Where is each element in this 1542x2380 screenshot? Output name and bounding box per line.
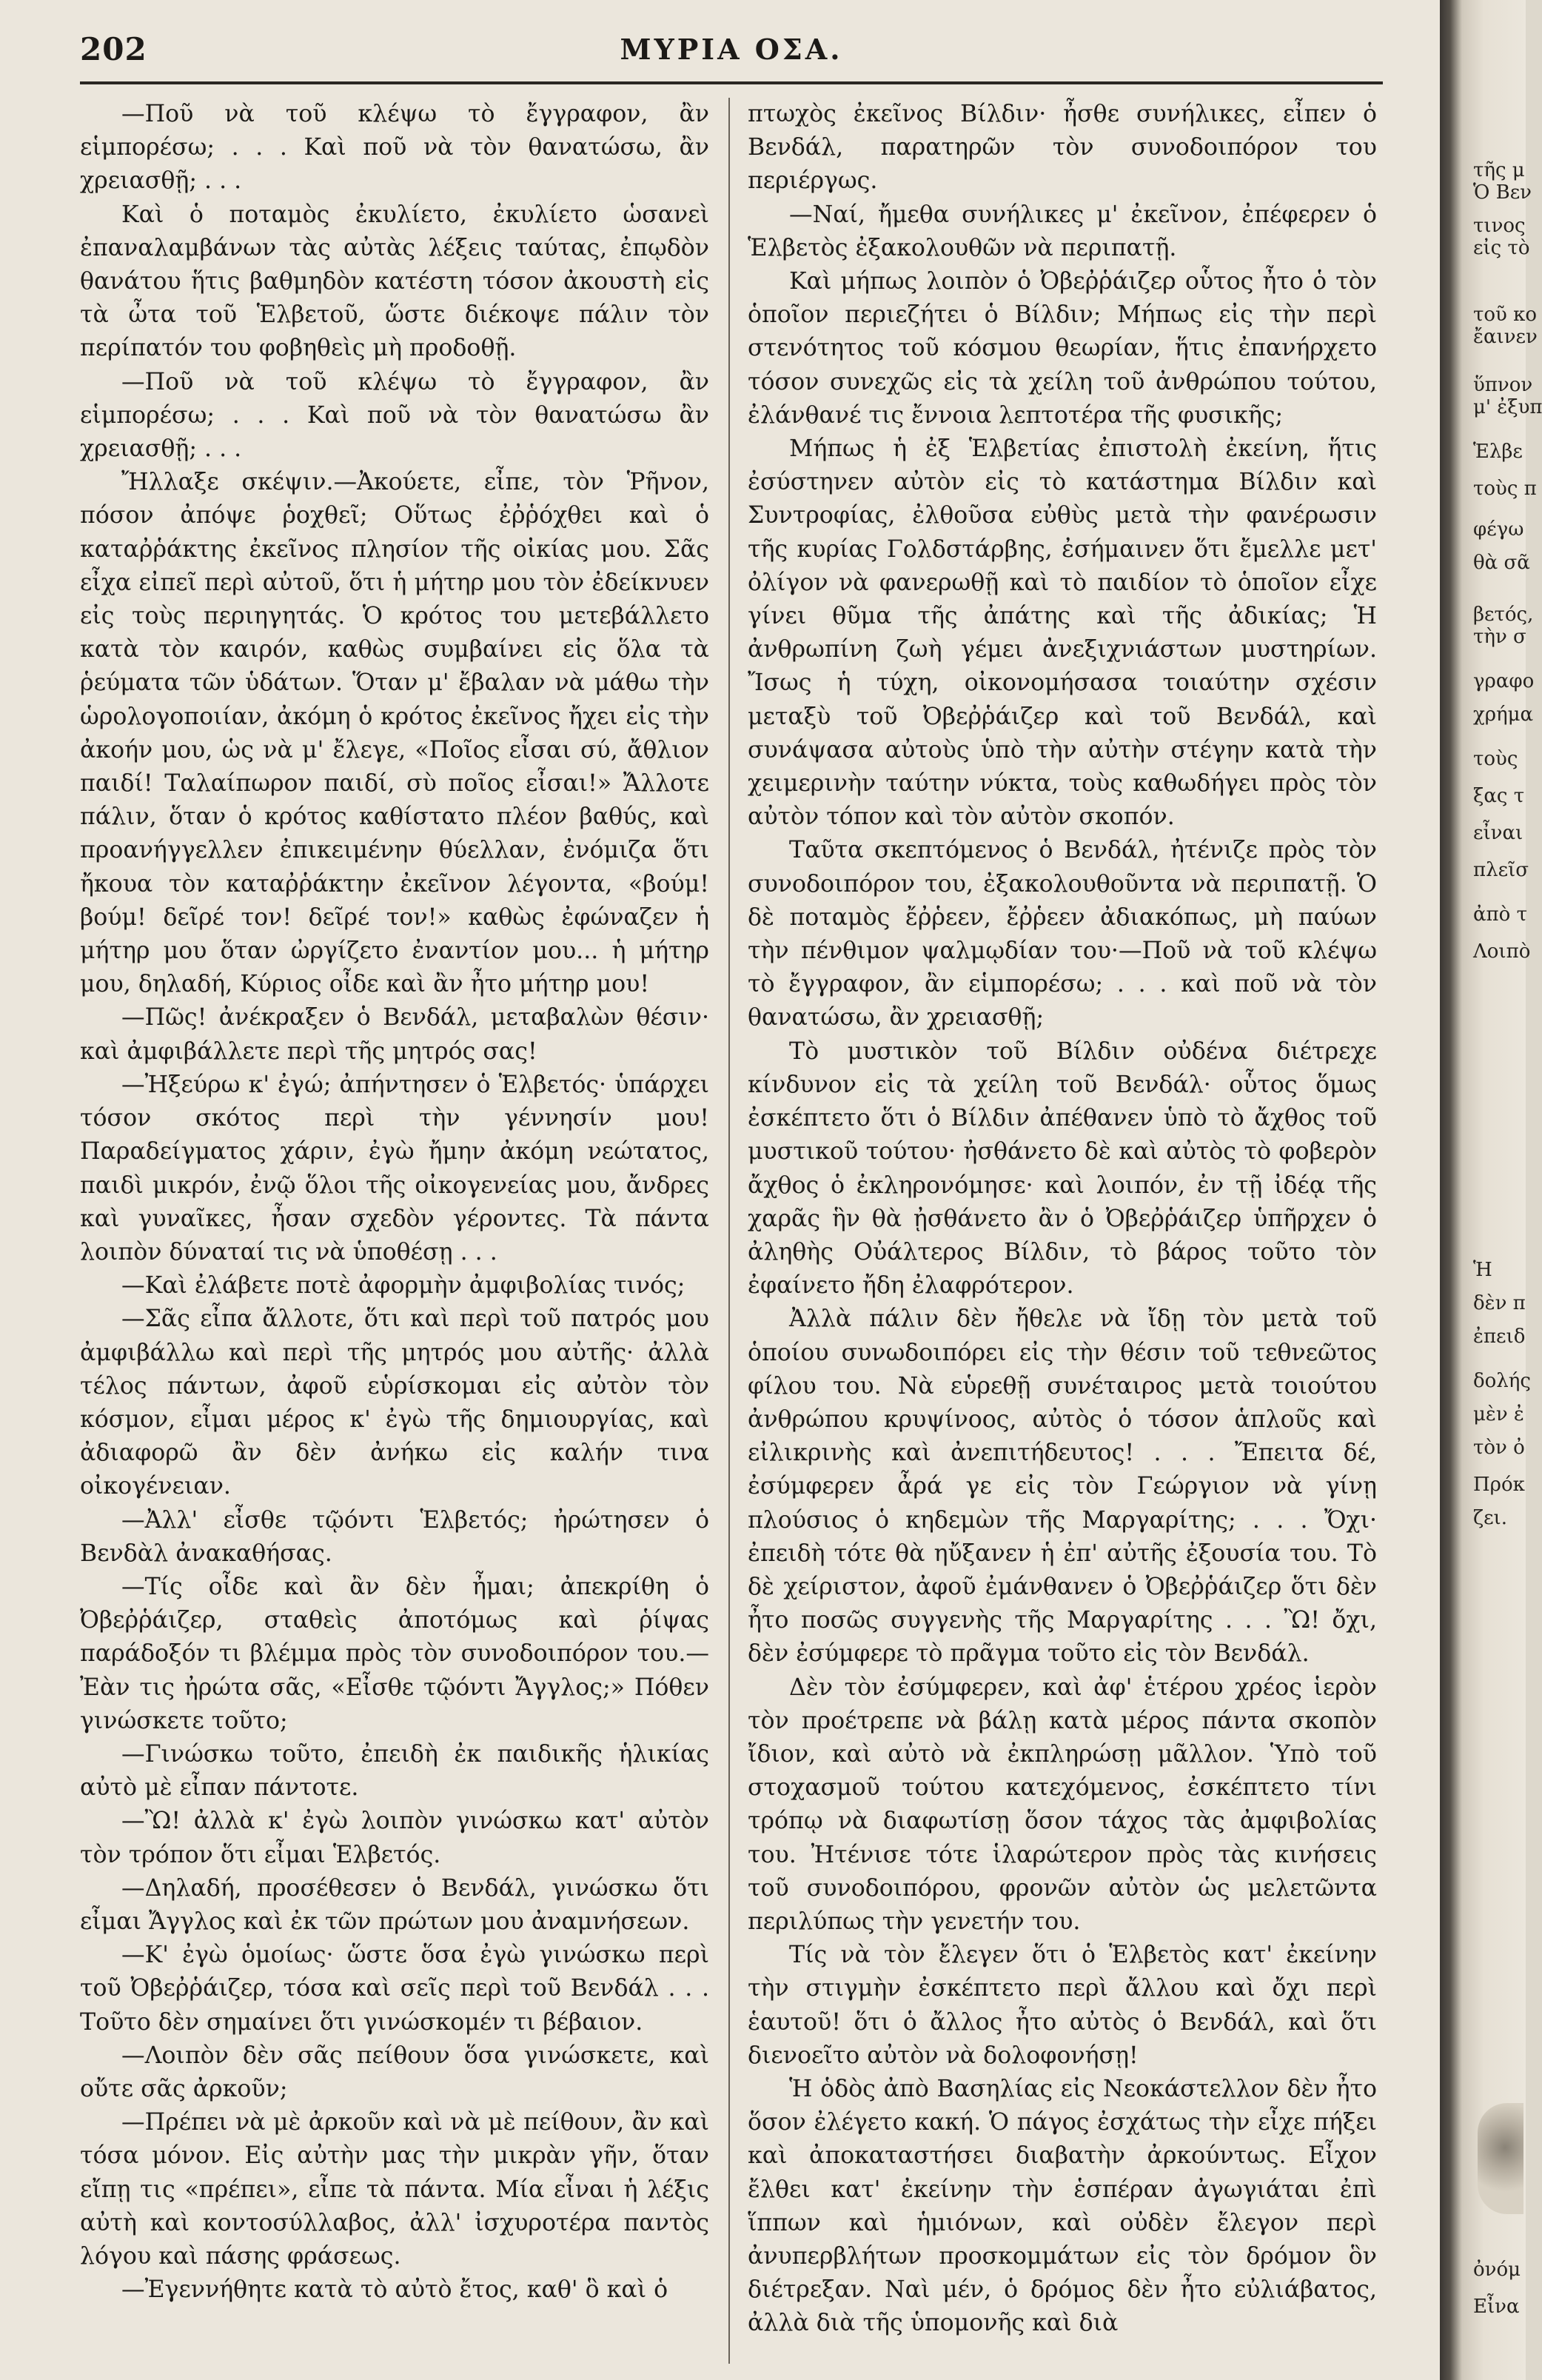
paragraph: πτωχὸς ἐκεῖνος Βίλδιν· ἦσθε συνήλικες, εἶπεν ὁ Βενδάλ, παρατηρῶν τὸν συνοδοιπόρον του περιέργως. bbox=[748, 101, 1377, 195]
adjacent-page-text-fragment: τὸν ὀ bbox=[1473, 1437, 1525, 1459]
paragraph: Ταῦτα σκεπτόμενος ὁ Βενδάλ, ἠτένιζε πρὸς τὸν συνοδοιπόρον του, ἐξακολουθοῦντα νὰ περιπατῇ. Ὁ δὲ ποταμὸς ἔῤῥεεν, ἔῤῥεεν ἀδιακόπως, μὴ παύων τὴν πένθιμον ψαλμῳδίαν του·—Ποῦ νὰ τοῦ κλέψω τὸ ἔγγραφον, ἂν εἱμπορέσω; . . . καὶ ποῦ νὰ τὸν θανατώσω, ἂν χρειασθῇ; bbox=[748, 837, 1377, 1032]
adjacent-page-illustration bbox=[1478, 2103, 1523, 2214]
header-rule bbox=[80, 81, 1383, 84]
paragraph: Μήπως ἡ ἐξ Ἑλβετίας ἐπιστολὴ ἐκείνη, ἥτις ἐσύστηνεν αὐτὸν εἰς τὸ κατάστημα Βίλδιν καὶ Συντροφίας, ἐλθοῦσα εὐθὺς μετὰ τὴν φανέρωσιν τῆς κυρίας Γολδστάρβης, ἐσήμαινεν ὅτι ἔμελλε μετ' ὀλίγον νὰ φανερωθῇ καὶ τὸ παιδίον τὸ ὁποῖον εἶχε γίνει θῦμα τῆς ἀπάτης καὶ τῆς ἀδικίας; Ἡ ἀνθρωπίνη ζωὴ γέμει ἀνεξιχνιάστων μυστηρίων. Ἴσως ἡ τύχη, οἰκονομήσασα τοιαύτην σχέσιν μεταξὺ τοῦ Ὀβεῤῥάιζερ καὶ τοῦ Βενδάλ, καὶ συνάψασα αὐτοὺς ὑπὸ τὴν αὐτὴν στέγην κατὰ τὴν χειμερινὴν ταύτην νύκτα, τοὺς καθωδήγει πρὸς τὸν αὐτὸν τόπον καὶ τὸν αὐτὸν σκοπόν. bbox=[748, 435, 1377, 831]
paragraph: —Κ' ἐγὼ ὁμοίως· ὥστε ὅσα ἐγὼ γινώσκω περὶ τοῦ Ὀβεῤῥάιζερ, τόσα καὶ σεῖς περὶ τοῦ Βενδάλ . . . Τοῦτο δὲν σημαίνει ὅτι γινώσκομέν τι βέβαιον. bbox=[80, 1942, 709, 2036]
adjacent-page-edge bbox=[1473, 0, 1542, 2380]
adjacent-page-text-fragment: Λοιπὸ bbox=[1473, 940, 1531, 963]
paragraph: —Ποῦ νὰ τοῦ κλέψω τὸ ἔγγραφον, ἂν εἱμπορέσω; . . . Καὶ ποῦ νὰ τὸν θανατώσω, ἂν χρειασθῇ; . . . bbox=[80, 101, 709, 195]
paragraph: —Δηλαδή, προσέθεσεν ὁ Βενδάλ, γινώσκω ὅτι εἶμαι Ἄγγλος καὶ ἐκ τῶν πρώτων μου ἀναμνήσεων. bbox=[80, 1874, 709, 1935]
paragraph: —Ποῦ νὰ τοῦ κλέψω τὸ ἔγγραφον, ἂν εἱμπορέσω; . . . Καὶ ποῦ νὰ τὸν θανατώσω ἂν χρειασθῇ; . . . bbox=[80, 368, 709, 463]
paragraph: —Ἐγεννήθητε κατὰ τὸ αὐτὸ ἔτος, καθ' ὃ καὶ ὁ bbox=[121, 2276, 668, 2304]
adjacent-page-text-fragment: Ἡ bbox=[1473, 1259, 1492, 1281]
adjacent-page-text-fragment: τοῦ κο bbox=[1473, 304, 1538, 326]
adjacent-page-text-fragment: Εἶνα bbox=[1473, 2296, 1520, 2318]
adjacent-page-text-fragment: τοὺς π bbox=[1473, 478, 1537, 500]
adjacent-page-text-fragment: βετός, bbox=[1473, 604, 1534, 626]
page-header bbox=[80, 31, 1383, 76]
adjacent-page-text-fragment: ἔαινεν bbox=[1473, 326, 1538, 348]
adjacent-page-text-fragment: δολής bbox=[1473, 1370, 1531, 1392]
paragraph: —Ναί, ἤμεθα συνήλικες μ' ἐκεῖνον, ἐπέφερεν ὁ Ἑλβετὸς ἐξακολουθῶν νὰ περιπατῇ. bbox=[748, 201, 1377, 261]
paragraph: Καὶ ὁ ποταμὸς ἐκυλίετο, ἐκυλίετο ὡσανεὶ ἐπαναλαμβάνων τὰς αὐτὰς λέξεις ταύτας, ἐπῳδὸν θανάτου ἥτις βαθμηδὸν κατέστη τόσον ἀκουστὴ εἰς τὰ ὦτα τοῦ Ἑλβετοῦ, ὥστε διέκοψε πάλιν τὸν περίπατόν του φοβηθεὶς μὴ προδοθῇ. bbox=[80, 201, 709, 362]
adjacent-page-text-fragment: ἐπειδ bbox=[1473, 1326, 1526, 1348]
adjacent-page-text-fragment: μ' ἐξυπ bbox=[1473, 396, 1542, 418]
adjacent-page-text-fragment: χρήμα bbox=[1473, 703, 1534, 726]
paragraph: Ἤλλαξε σκέψιν.—Ἀκούετε, εἶπε, τὸν Ῥῆνον, πόσον ἀπόψε ῥοχθεῖ; Οὕτως ἐῤῥόχθει καὶ ὁ καταῤῥάκτης ἐκεῖνος πλησίον τῆς οἰκίας μου. Σᾶς εἶχα εἰπεῖ περὶ αὐτοῦ, ὅτι ἡ μήτηρ μου τὸν ἐδείκνυεν εἰς τοὺς περιηγητάς. Ὁ κρότος του μετεβάλλετο κατὰ τὸν καιρόν, καθὼς συμβαίνει εἰς ὅλα τὰ ῥεύματα τῶν ὑδάτων. Ὅταν μ' ἔβαλαν νὰ μάθω τὴν ὡρολογοποιίαν, ἀκόμη ὁ κρότος ἐκεῖνος ἤχει εἰς τὴν ἀκοήν μου, ὡς νὰ μ' ἔλεγε, «Ποῖος εἶσαι σύ, ἄθλιον παιδί! Ταλαίπωρον παιδί, σὺ ποῖος εἶσαι!» Ἄλλοτε πάλιν, ὅταν ὁ κρότος καθίστατο πλέον βαθύς, καὶ προανήγγελλεν ἐπικειμένην θύελλαν, ἐνόμιζα ὅτι ἤκουα τὸν καταῤῥάκτην ἐκεῖνον λέγοντα, «βούμ! βούμ! δεῖρέ τον! δεῖρέ τον!» καθὼς ἐφώναζεν ἡ μήτηρ μου ὅταν ὠργίζετο ἐναντίον μου... ἡ μήτηρ μου, δηλαδή, Κύριος οἶδε καὶ ἂν ἦτο μήτηρ μου! bbox=[80, 469, 709, 998]
paragraph: —Καὶ ἐλάβετε ποτὲ ἀφορμὴν ἀμφιβολίας τινός; bbox=[121, 1272, 685, 1300]
running-title: ΜΥΡΙΑ ΟΣΑ. bbox=[620, 33, 843, 66]
adjacent-page-text-fragment: μὲν ἐ bbox=[1473, 1403, 1524, 1425]
adjacent-page-text-fragment: γραφο bbox=[1473, 670, 1535, 692]
paragraph: —Πῶς! ἀνέκραξεν ὁ Βενδάλ, μεταβαλὼν θέσιν· καὶ ἀμφιβάλλετε περὶ τῆς μητρός σας! bbox=[80, 1004, 709, 1065]
paragraph: Ἀλλὰ πάλιν δὲν ἤθελε νὰ ἴδῃ τὸν μετὰ τοῦ ὁποίου συνωδοιπόρει εἰς τὴν θέσιν τοῦ τεθνεῶτος φίλου του. Νὰ εὑρεθῇ συνέταιρος μετὰ τοιούτου ἀνθρώπου κρυψίνοος, αὐτὸς ὁ τόσον ἁπλοῦς καὶ εἰλικρινὴς καὶ ἀνεπιτήδευτος! . . . Ἔπειτα δέ, ἐσύμφερεν ἆρά γε εἰς τὸν Γεώργιον νὰ γίνῃ πλούσιος ὁ κηδεμὼν τῆς Μαργαρίτης; . . . Ὄχι· ἐπειδὴ τότε θὰ ηὔξανεν ἡ ἐπ' αὐτῆς ἐξουσία του. Τὸ δὲ χείριστον, ἀφοῦ ἐμάνθανεν ὁ Ὀβεῤῥάιζερ ὅτι δὲν ἦτο ποσῶς συγγενὴς τῆς Μαργαρίτης . . . Ὢ! ὄχι, δὲν ἐσύμφερε τὸ πρᾶγμα τοῦτο εἰς τὸν Βενδάλ. bbox=[748, 1306, 1377, 1668]
paragraph: —Ἀλλ' εἶσθε τῷόντι Ἑλβετός; ἠρώτησεν ὁ Βενδὰλ ἀνακαθήσας. bbox=[80, 1506, 709, 1567]
right-column bbox=[748, 98, 1377, 2356]
paragraph: —Σᾶς εἶπα ἄλλοτε, ὅτι καὶ περὶ τοῦ πατρός μου ἀμφιβάλλω καὶ περὶ τῆς μητρός μου αὐτῆς· ἀλλὰ τέλος πάντων, ἀφοῦ εὑρίσκομαι εἰς αὐτὸν τὸν κόσμον, εἶμαι μέρος κ' ἐγὼ τῆς δημιουργίας, καὶ ἀδιαφορῶ ἂν δὲν ἀνήκω εἰς καλήν τινα οἰκογένειαν. bbox=[80, 1306, 709, 1500]
adjacent-page-text-fragment: τοὺς bbox=[1473, 748, 1518, 770]
paragraph: —Ὢ! ἀλλὰ κ' ἐγὼ λοιπὸν γινώσκω κατ' αὐτὸν τὸν τρόπον ὅτι εἶμαι Ἑλβετός. bbox=[80, 1808, 709, 1868]
adjacent-page-text-fragment: τῆς μ bbox=[1473, 159, 1525, 181]
column-divider bbox=[728, 98, 730, 2364]
adjacent-page-text-fragment: Ἑλβε bbox=[1473, 441, 1523, 463]
adjacent-page-text-fragment: ξας τ bbox=[1473, 785, 1525, 807]
adjacent-page-text-fragment: πλεῖσ bbox=[1473, 859, 1529, 881]
page-number: 202 bbox=[80, 31, 147, 67]
adjacent-page-text-fragment: Ὁ Βεν bbox=[1473, 181, 1532, 204]
adjacent-page-text-fragment: εἶναι bbox=[1473, 822, 1523, 844]
paragraph: —Πρέπει νὰ μὲ ἀρκοῦν καὶ νὰ μὲ πείθουν, ἂν καὶ τόσα μόνον. Εἰς αὐτὴν μας τὴν μικρὰν γῆν, ὅταν εἴπῃ τις «πρέπει», εἶπε τὰ πάντα. Μία εἶναι ἡ λέξις αὐτὴ καὶ κοντοσύλλαβος, ἀλλ' ἰσχυροτέρα παντὸς λόγου καὶ πάσης φράσεως. bbox=[80, 2109, 709, 2270]
adjacent-page-text-fragment: δὲν π bbox=[1473, 1292, 1526, 1314]
adjacent-page-text-fragment: εἰς τὸ bbox=[1473, 237, 1530, 259]
paragraph: —Γινώσκω τοῦτο, ἐπειδὴ ἐκ παιδικῆς ἡλικίας αὐτὸ μὲ εἶπαν πάντοτε. bbox=[80, 1740, 709, 1802]
paragraph: —Λοιπὸν δὲν σᾶς πείθουν ὅσα γινώσκετε, καὶ οὔτε σᾶς ἀρκοῦν; bbox=[80, 2042, 709, 2102]
adjacent-page-text-fragment: ὀνόμ bbox=[1473, 2259, 1521, 2281]
paragraph: Καὶ μήπως λοιπὸν ὁ Ὀβεῤῥάιζερ οὗτος ἦτο ὁ τὸν ὁποῖον περιεζήτει ὁ Βίλδιν; Μήπως εἰς τὴν περὶ στενότητος τοῦ κόσμου θεωρίαν, ἥτις ἐπανήρχετο τόσον συνεχῶς εἰς τὰ χείλη τοῦ ἀνθρώπου τούτου, ἐλάνθανέ τις ἔννοια λεπτοτέρα τῆς φυσικῆς; bbox=[748, 268, 1377, 429]
adjacent-page-text-fragment: τὴν σ bbox=[1473, 626, 1526, 648]
adjacent-page-text-fragment: ζει. bbox=[1473, 1507, 1508, 1529]
adjacent-page-text-fragment: Πρόκ bbox=[1473, 1474, 1525, 1496]
left-column bbox=[80, 98, 709, 2356]
paragraph: Τὸ μυστικὸν τοῦ Βίλδιν οὐδένα διέτρεχε κίνδυνον εἰς τὰ χείλη τοῦ Βενδάλ· οὗτος ὅμως ἐσκέπτετο ὅτι ὁ Βίλδιν ἀπέθανεν ὑπὸ τὸ ἄχθος τοῦ μυστικοῦ τούτου· ἠσθάνετο δὲ καὶ αὐτὸς τὸ φοβερὸν ἄχθος ὁ ἐκληρονόμησε· καὶ λοιπόν, ἐν τῇ ἰδέᾳ τῆς χαρᾶς ἣν θὰ ᾐσθάνετο ἂν ὁ Ὀβεῤῥάιζερ ὑπῆρχεν ὁ ἀληθὴς Οὐάλτερος Βίλδιν, τὸ βάρος τοῦτο τὸν ἐφαίνετο ἤδη ἐλαφρότερον. bbox=[748, 1037, 1377, 1300]
adjacent-page-text-fragment: φέγω bbox=[1473, 518, 1524, 541]
adjacent-page-text-fragment: ἀπὸ τ bbox=[1473, 903, 1527, 926]
adjacent-page-text-fragment: θὰ σᾶ bbox=[1473, 552, 1530, 574]
paragraph: Ἡ ὁδὸς ἀπὸ Βασηλίας εἰς Νεοκάστελλον δὲν ἦτο ὅσον ἐλέγετο κακή. Ὁ πάγος ἐσχάτως τὴν εἶχε πήξει καὶ ἀποκαταστήσει διαβατὴν ἀρκούντως. Εἶχον ἔλθει κατ' ἐκείνην τὴν ἑσπέραν ἀγωγιάται ἐπὶ ἵππων καὶ ἡμιόνων, καὶ οὐδὲν ἔλεγον περὶ ἀνυπερβλήτων προσκομμάτων εἰς τὸν δρόμον ὃν διέτρεξαν. Ναὶ μέν, ὁ δρόμος δὲν ἦτο εὐλιάβατος, ἀλλὰ διὰ τῆς ὑπομονῆς καὶ διὰ bbox=[748, 2075, 1377, 2337]
adjacent-page-text-fragment: ὕπνον bbox=[1473, 374, 1533, 396]
adjacent-page-text-fragment: τινος bbox=[1473, 215, 1526, 237]
paragraph: —Τίς οἶδε καὶ ἂν δὲν ἦμαι; ἀπεκρίθη ὁ Ὀβεῤῥάιζερ, σταθεὶς ἀποτόμως καὶ ῥίψας παράδοξόν τι βλέμμα πρὸς τὸν συνοδοιπόρον του.—Ἐὰν τις ἠρώτα σᾶς, «Εἶσθε τῷόντι Ἄγγλος;» Πόθεν γινώσκετε τοῦτο; bbox=[80, 1573, 709, 1734]
paragraph: Δὲν τὸν ἐσύμφερεν, καὶ ἀφ' ἑτέρου χρέος ἱερὸν τὸν προέτρεπε νὰ βάλῃ κατὰ μέρος πάντα σκοπὸν ἴδιον, καὶ αὐτὸ νὰ ἐκπληρώσῃ μᾶλλον. Ὑπὸ τοῦ στοχασμοῦ τούτου κατεχόμενος, ἐσκέπτετο τίνι τρόπῳ νὰ διαφωτίσῃ ὅσον τάχος τὰς ἀμφιβολίας του. Ἠτένισε τότε ἱλαρώτερον πρὸς τὰς κινήσεις τοῦ συνοδοιπόρου, φρονῶν αὐτὸν ὡς μελετῶντα περιλύπως τὴν γενετήν του. bbox=[748, 1674, 1377, 1935]
paragraph: Τίς νὰ τὸν ἔλεγεν ὅτι ὁ Ἑλβετὸς κατ' ἐκείνην τὴν στιγμὴν ἐσκέπτετο περὶ ἄλλου καὶ ὄχι περὶ ἑαυτοῦ! ὅτι ὁ ἄλλος ἦτο αὐτὸς ὁ Βενδάλ, καὶ ὅτι διενοεῖτο αὐτὸν νὰ δολοφονήσῃ! bbox=[748, 1942, 1377, 2069]
paragraph: —Ἠξεύρω κ' ἐγώ; ἀπήντησεν ὁ Ἑλβετός· ὑπάρχει τόσον σκότος περὶ τὴν γέννησίν μου! Παραδείγματος χάριν, ἐγὼ ἤμην ἀκόμη νεώτατος, παιδὶ μικρόν, ἐνῷ ὅλοι τῆς οἰκογενείας μου, ἄνδρες καὶ γυναῖκες, ἦσαν σχεδὸν γέροντες. Τὰ πάντα λοιπὸν δύναταί τις νὰ ὑποθέσῃ . . . bbox=[80, 1071, 709, 1266]
